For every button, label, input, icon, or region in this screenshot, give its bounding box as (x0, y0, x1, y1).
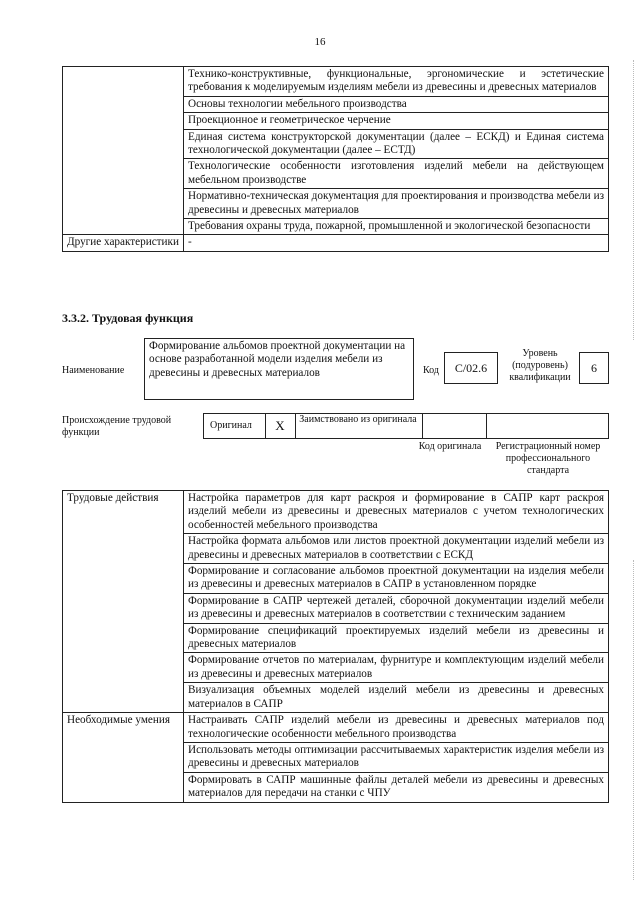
other-characteristics-label: Другие характеристики (63, 235, 184, 251)
code-value: C/02.6 (444, 352, 498, 384)
actions-table (62, 490, 609, 803)
skills-label: Необходимые умения (63, 713, 184, 802)
table-cell: Проекционное и геометрическое черчение (184, 113, 609, 129)
knowledge-table (62, 66, 609, 252)
table-cell: Визуализация объемных моделей изделий мебели из древесины и древесных материалов в САПР (184, 683, 609, 713)
code-label: Код (423, 365, 439, 376)
code-caption: Код оригинала (418, 441, 482, 452)
table-row (63, 67, 609, 97)
table-cell: Настройка формата альбомов или листов проектной документации изделий мебели из древесины и древесных материалов в соответствии с ЕСКД (184, 534, 609, 564)
table-cell: Технико-конструктивные, функциональные, эргономические и эстетические требования к моделируемым изделиям мебели из древесины и древесных материалов (184, 67, 609, 97)
borrowed-label: Заимствовано из оригинала (299, 414, 417, 425)
level-label: Уровень (подуровень) квалификации (509, 348, 571, 383)
table-cell: Нормативно-техническая документация для проектирования и производства мебели из древесины и древесных материалов (184, 189, 609, 219)
divider (486, 413, 487, 439)
table-cell: Единая система конструкторской документации (далее – ЕСКД) и Единая система технологической документации (далее – ЕСТД) (184, 129, 609, 159)
actions-label: Трудовые действия (63, 491, 184, 713)
table-label-cell (63, 67, 184, 235)
table-cell: Настройка параметров для карт раскроя и формирование в САПР карт раскроя изделий мебели из древесины и древесных материалов с учетом технологических особенностей мебельного производства (184, 491, 609, 534)
scan-margin-line (633, 560, 634, 880)
divider (295, 413, 296, 439)
table-cell: Формирование в САПР чертежей деталей, сборочной документации изделий мебели из древесины и древесных материалов в соответствии с техническим заданием (184, 593, 609, 623)
function-name-value: Формирование альбомов проектной документации на основе разработанной модели изделия мебели из древесины и древесных материалов (144, 338, 414, 400)
table-cell: Формирование спецификаций проектируемых изделий мебели из древесины и древесных материалов (184, 623, 609, 653)
table-cell: Формирование отчетов по материалам, фурнитуре и комплектующим изделий мебели из древесины и древесных материалов (184, 653, 609, 683)
scan-margin-line (633, 60, 634, 340)
other-characteristics-value: - (184, 235, 609, 251)
table-row (63, 713, 609, 743)
table-cell: Использовать методы оптимизации рассчитываемых характеристик изделия мебели из древесины и древесных материалов (184, 742, 609, 772)
table-cell: Основы технологии мебельного производства (184, 96, 609, 112)
origin-label: Происхождение трудовой функции (62, 415, 172, 438)
name-label: Наименование (62, 365, 125, 376)
table-cell: Технологические особенности изготовления изделий мебели на действующем мебельном производстве (184, 159, 609, 189)
reg-caption: Регистрационный номер профессионального стандарта (495, 441, 601, 476)
table-row (63, 491, 609, 534)
table-cell: Требования охраны труда, пожарной, промышленной и экологической безопасности (184, 219, 609, 235)
divider (422, 413, 423, 439)
page-number: 16 (314, 36, 326, 48)
original-label: Оригинал (210, 420, 252, 431)
table-cell: Настраивать САПР изделий мебели из древесины и древесных материалов под технологические особенности мебельного производства (184, 713, 609, 743)
table-row (63, 235, 609, 251)
table-cell: Формировать в САПР машинные файлы деталей мебели из древесины и древесных материалов для передачи на станки с ЧПУ (184, 772, 609, 802)
level-value: 6 (579, 352, 609, 384)
original-mark: X (275, 418, 285, 433)
section-heading: 3.3.2. Трудовая функция (62, 311, 194, 325)
table-cell: Формирование и согласование альбомов проектной документации на изделия мебели из древесины и древесных материалов в САПР в установленном порядке (184, 564, 609, 594)
